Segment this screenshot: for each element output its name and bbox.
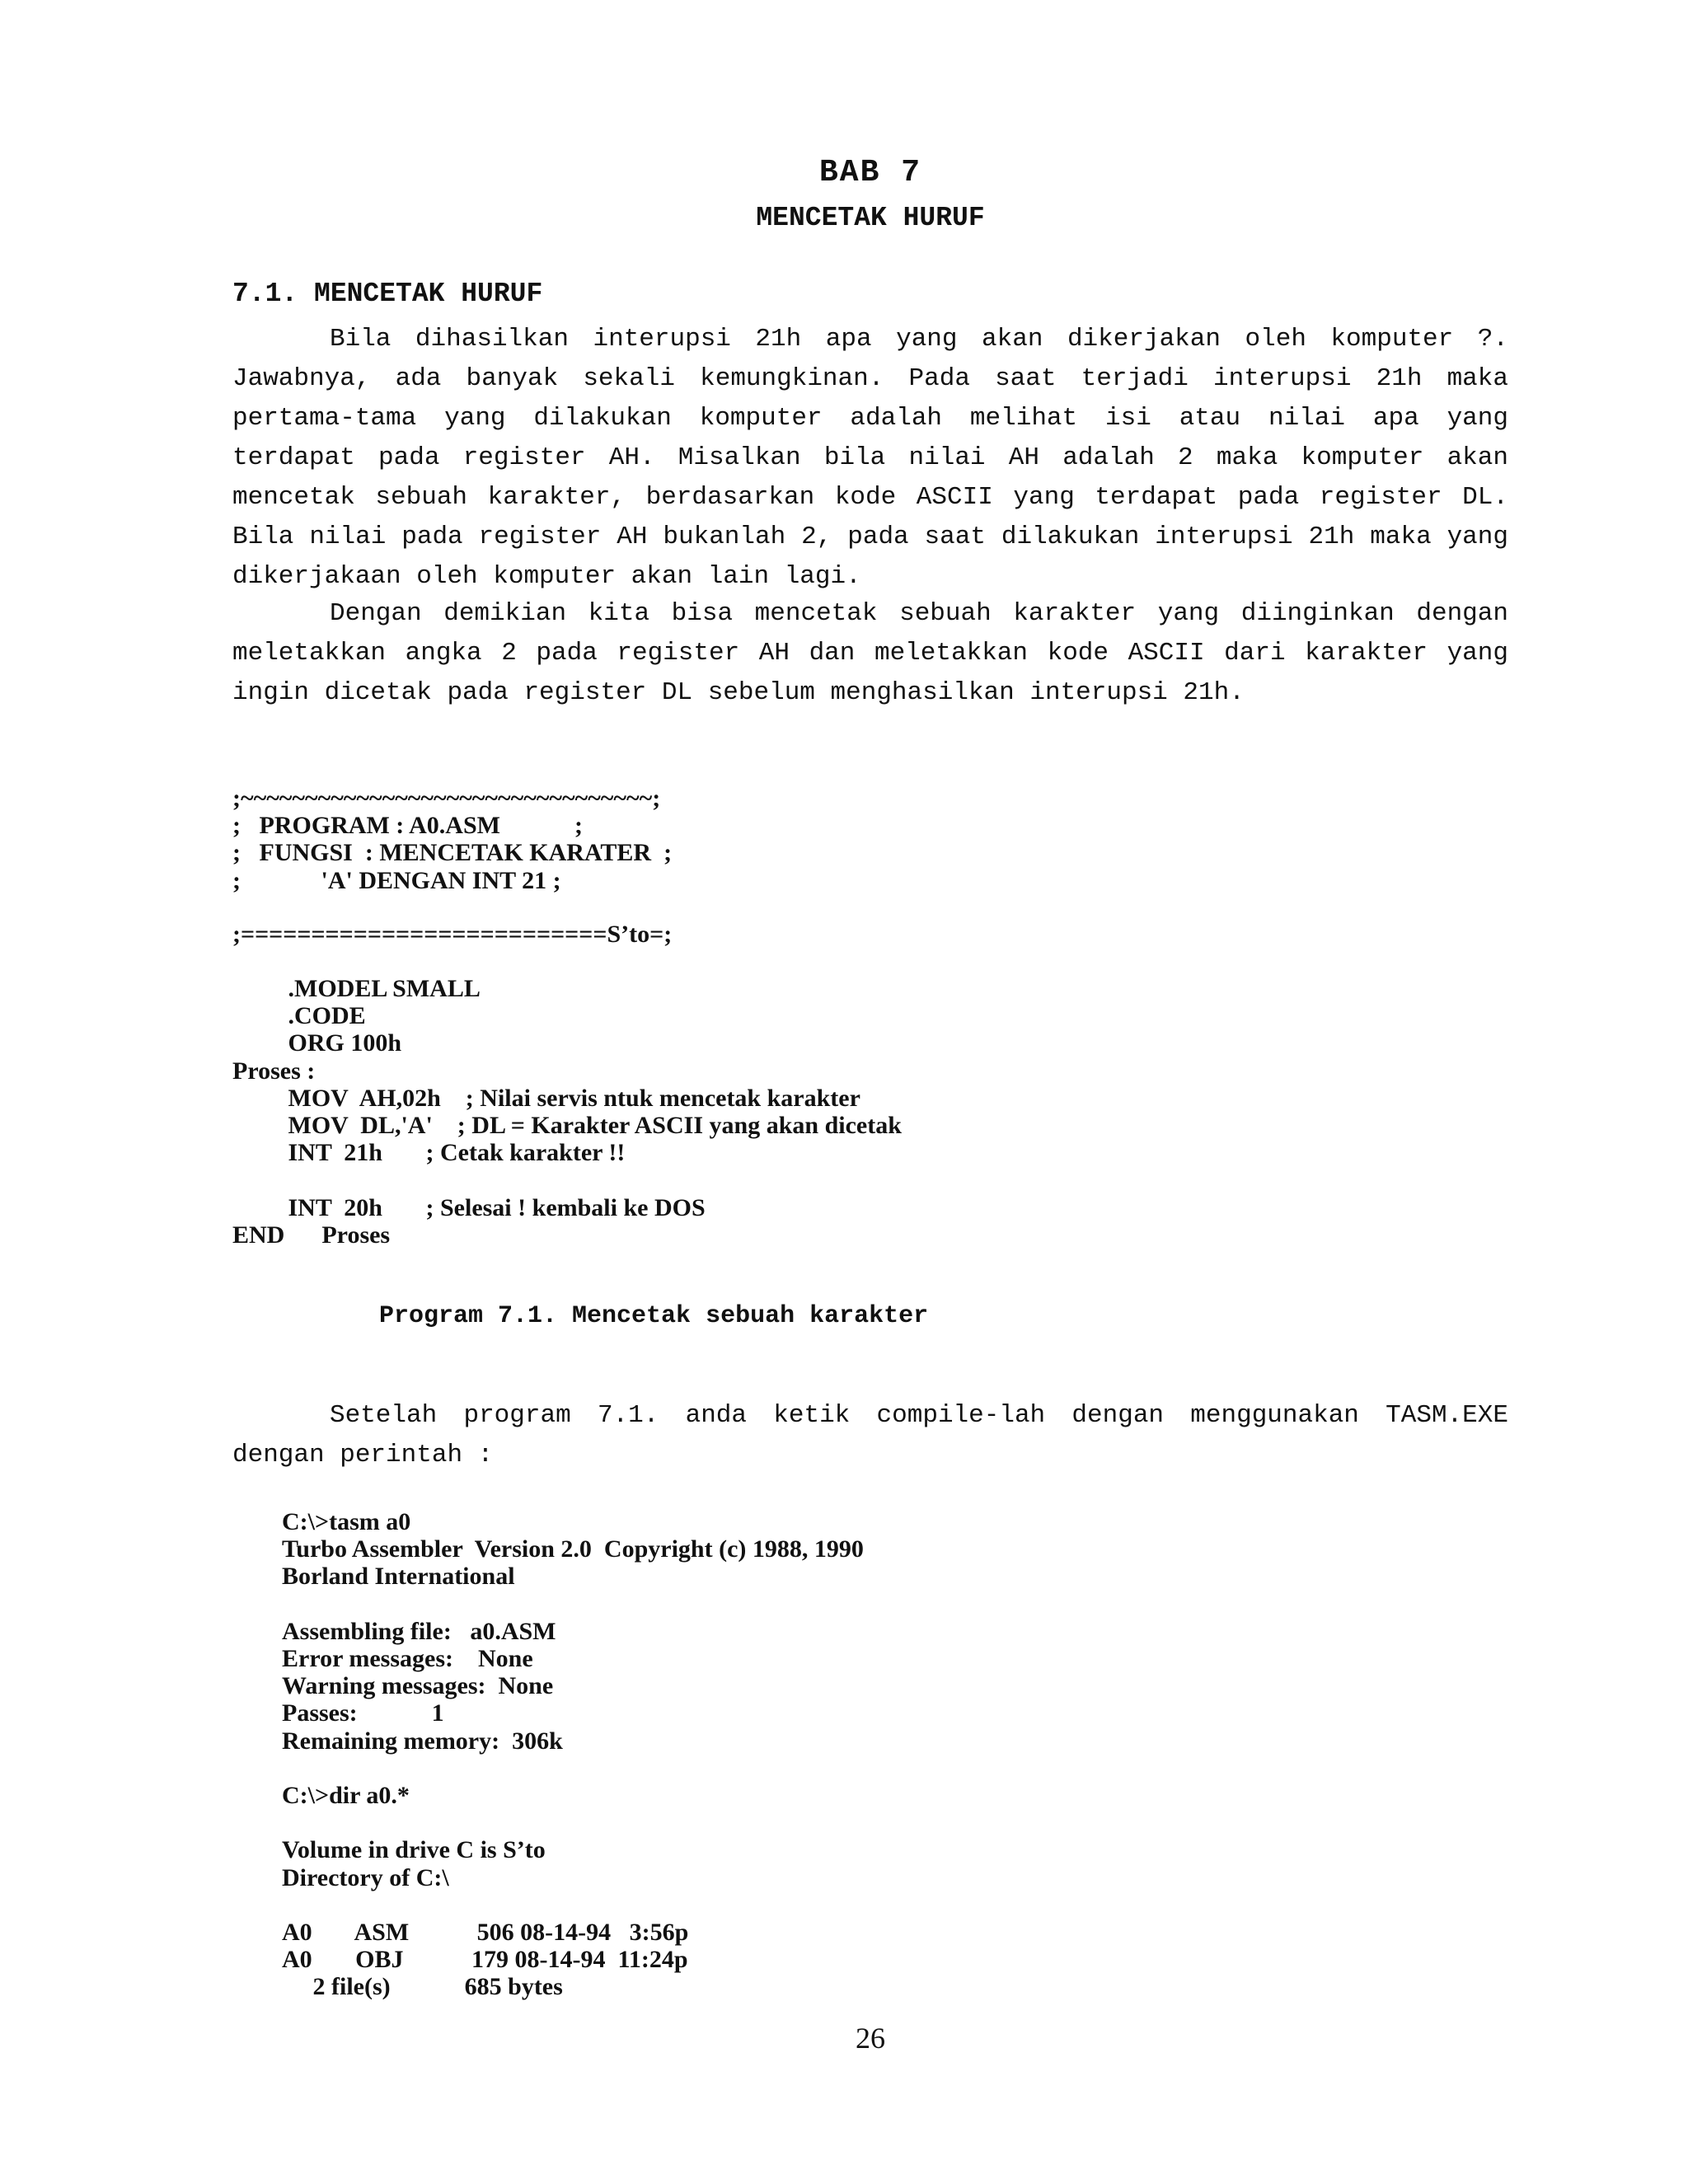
paragraph-1-text: Bila dihasilkan interupsi 21h apa yang akan dikerjakan oleh komputer ?. Jawabnya, ada banyak sekali kemungkinan. Pada saat terjadi interupsi 21h maka pertama-tama yang dilakukan komputer adalah melihat isi atau nilai apa yang terdapat pada register AH. Misalkan bila nilai AH adalah 2 maka komputer akan mencetak sebuah karakter, berdasarkan kode ASCII yang terdapat pada register DL. Bila nilai pada register AH bukanlah 2, pada saat dilakukan interupsi 21h maka yang dikerjakaan oleh komputer akan lain lagi. [232,325,1508,591]
console-output: C:\>tasm a0 Turbo Assembler Version 2.0 Copyright (c) 1988, 1990 Borland International Assembling file: a0.ASM Error messages: None Warning messages: None Passes: 1 Remaining memory: 306k C:\>dir a0.* Volume in drive C is S’to Directory of C:\ A0 ASM 506 08-14-94 3:56p A0 OBJ 179 08-14-94 11:24p 2 file(s) 685 bytes [282,1508,864,2001]
program-caption: Program 7.1. Mencetak sebuah karakter [379,1302,929,1330]
program-separator: ;==========================S’to=; [232,921,673,948]
paragraph-1 [232,320,1508,597]
paragraph-3 [232,1396,1508,1475]
paragraph-3-text: Setelah program 7.1. anda ketik compile-lah dengan menggunakan TASM.EXE dengan perintah : [232,1401,1508,1469]
program-code: .MODEL SMALL .CODE ORG 100h Proses : MOV AH,02h ; Nilai servis ntuk mencetak karakter MOV DL,'A' ; DL = Karakter ASCII yang akan dicetak INT 21h ; Cetak karakter !! INT 20h ; Selesai ! kembali ke DOS END Proses [232,975,902,1249]
paragraph-2-text: Dengan demikian kita bisa mencetak sebuah karakter yang diinginkan dengan meletakkan angka 2 pada register AH dan meletakkan kode ASCII dari karakter yang ingin dicetak pada register DL sebelum menghasilkan interupsi 21h. [232,599,1508,707]
chapter-number: BAB 7 [818,155,922,190]
section-heading: 7.1. MENCETAK HURUF [232,279,543,309]
paragraph-2 [232,594,1508,713]
page-number: 26 [856,2022,885,2055]
program-header-comment: ;~~~~~~~~~~~~~~~~~~~~~~~~~~~~~~~~; ; PROGRAM : A0.ASM ; ; FUNGSI : MENCETAK KARATER ; ; 'A' DENGAN INT 21 ; [232,785,673,894]
chapter-title: MENCETAK HURUF [756,203,985,233]
